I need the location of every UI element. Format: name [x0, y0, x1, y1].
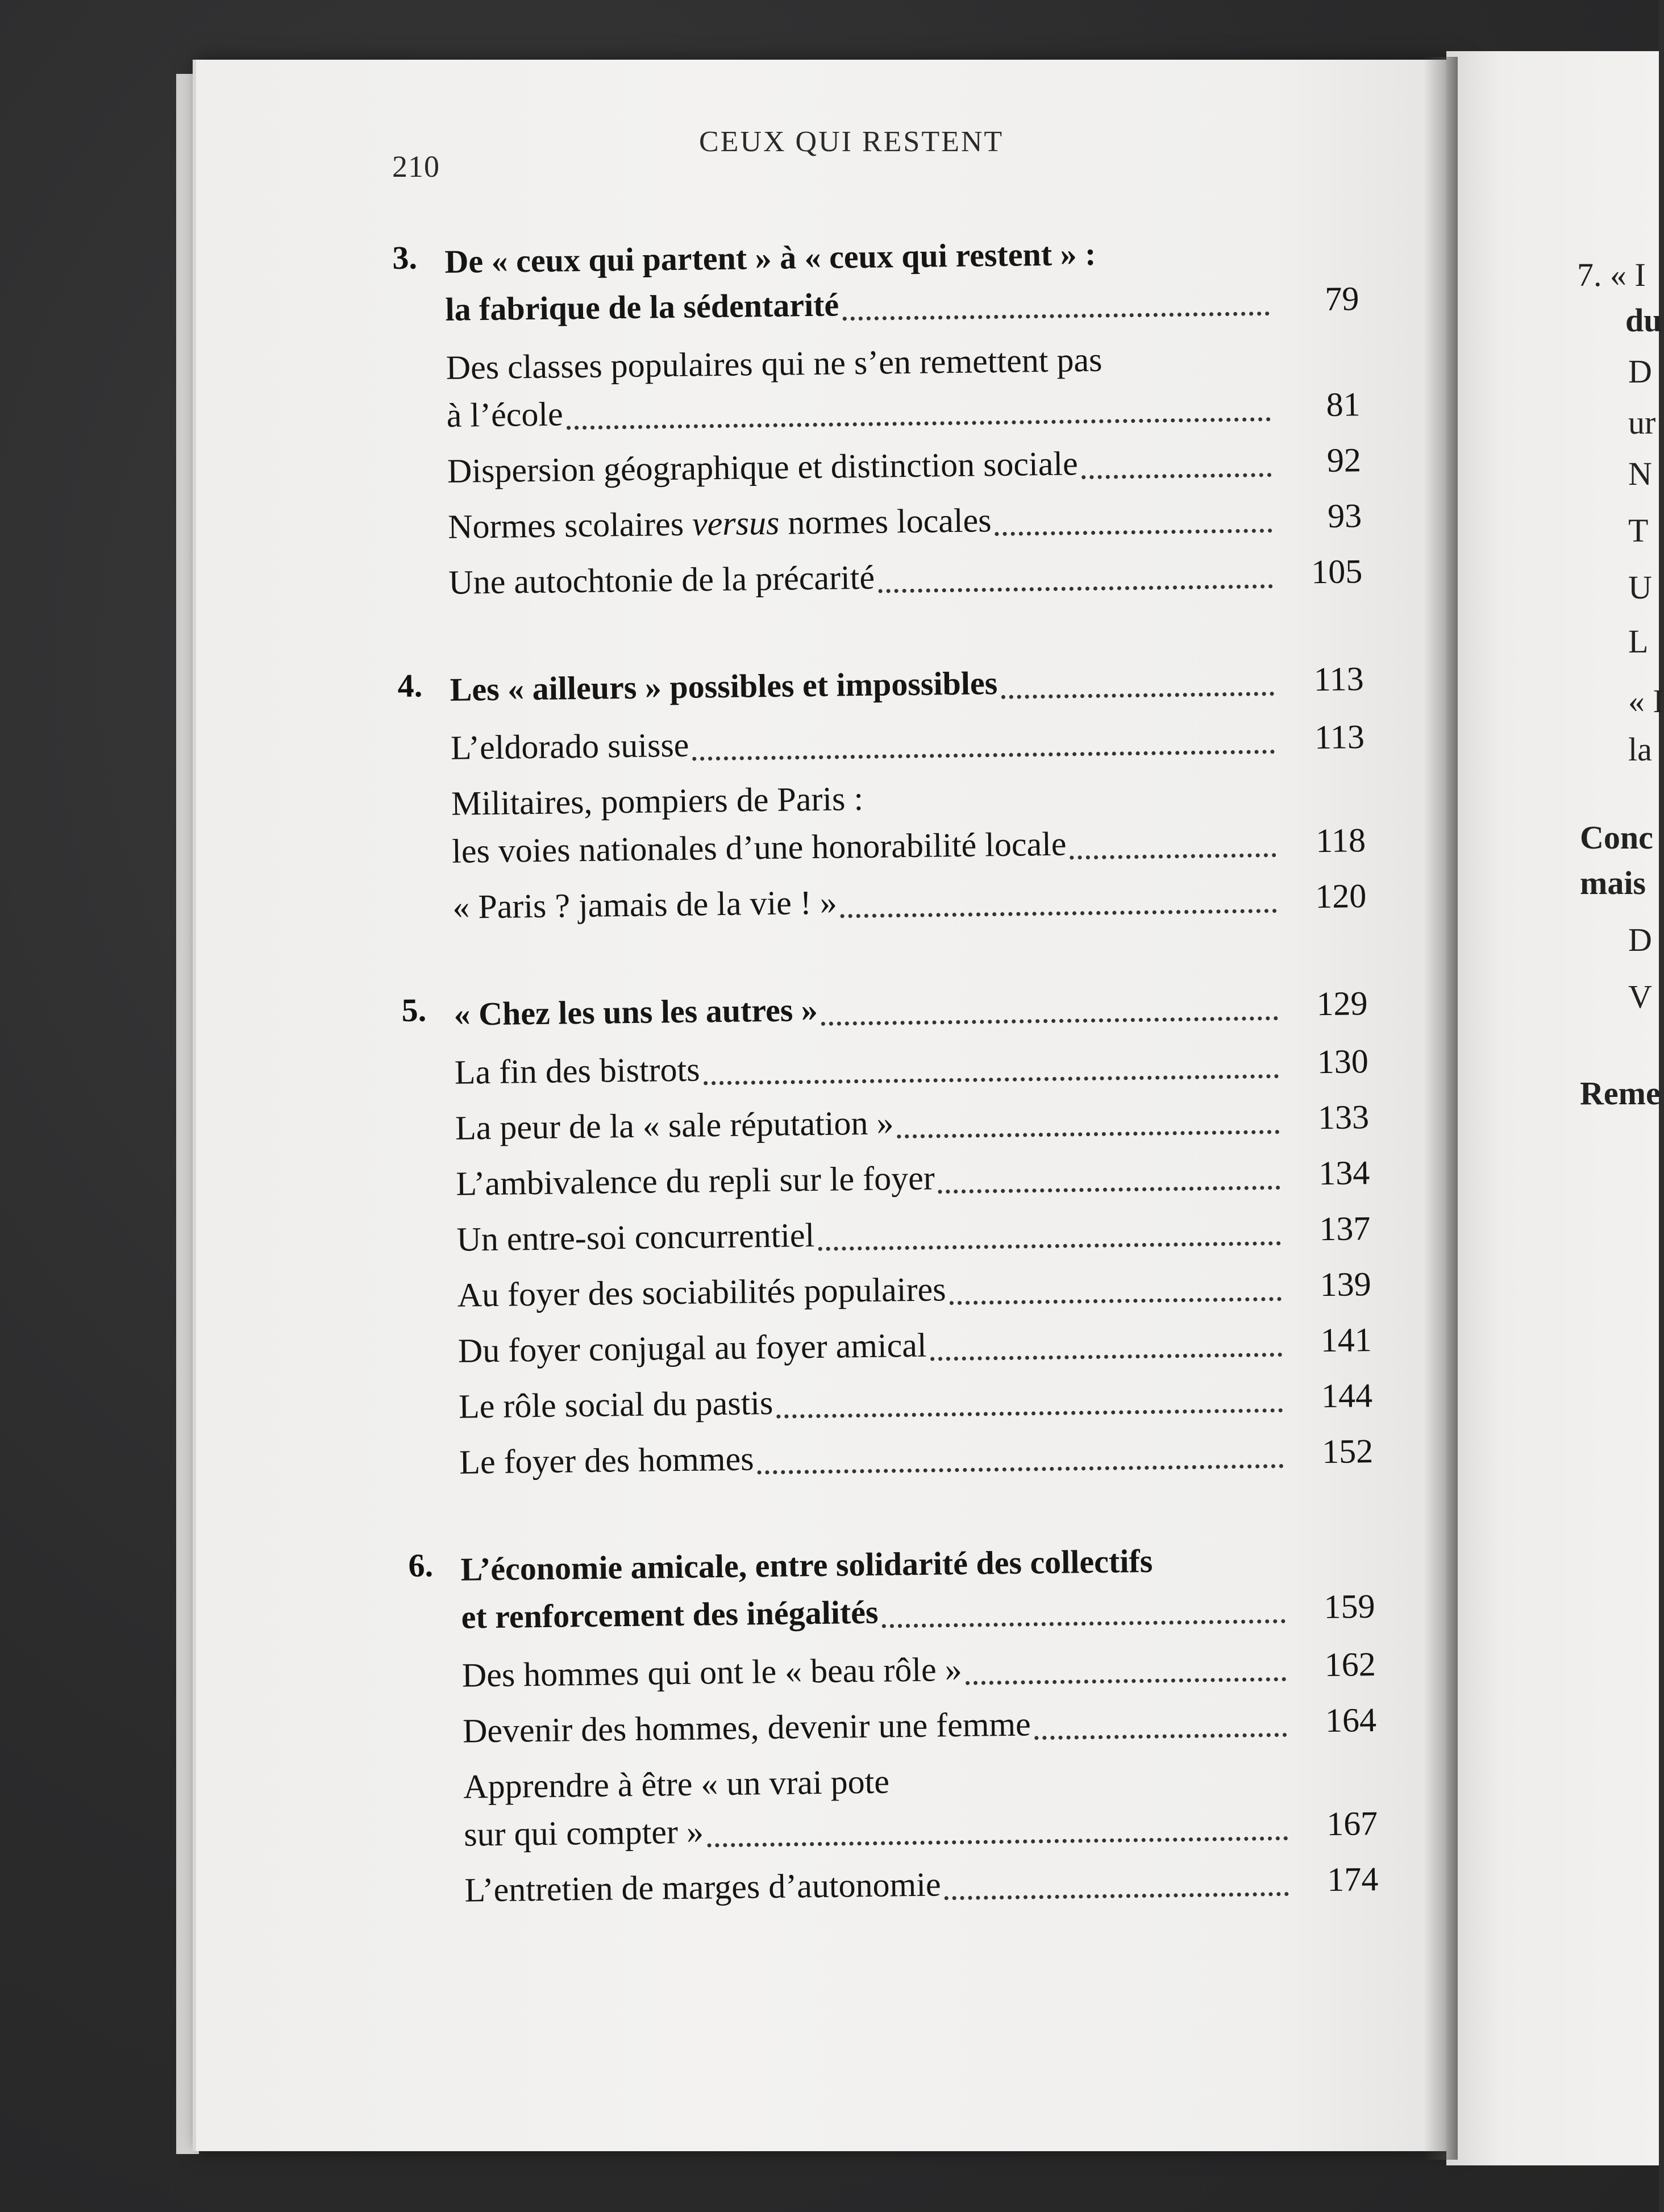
toc-entry-text: L’entretien de marges d’autonomie [464, 1865, 941, 1909]
chapter-number: 4. [397, 667, 423, 704]
chapter-title-text: et renforcement des inégalités [461, 1593, 879, 1636]
dot-leader [930, 1353, 1282, 1361]
dot-leader [897, 1130, 1280, 1138]
facing-fragment: T [1628, 512, 1649, 549]
toc-page-number: 105 [1311, 552, 1363, 591]
facing-fragment: ur [1628, 404, 1656, 441]
dot-leader [878, 584, 1272, 593]
toc-entry [463, 1752, 1378, 1858]
table-of-contents [392, 227, 1379, 1974]
chapter-heading [408, 1535, 1375, 1642]
section-list [446, 332, 1363, 606]
dot-leader [758, 1464, 1284, 1474]
dot-leader [777, 1408, 1283, 1419]
toc-entry [464, 1855, 1379, 1914]
dot-leader [1081, 473, 1271, 479]
dot-leader [1070, 853, 1276, 859]
toc-page-number: 137 [1319, 1209, 1371, 1248]
toc-entry-text: L’eldorado suisse [450, 726, 689, 767]
toc-entry-text: Militaires, pompiers de Paris : [451, 779, 864, 822]
page-number: 210 [392, 149, 440, 184]
toc-page-number: 144 [1321, 1377, 1373, 1415]
toc-page-number: 113 [1314, 718, 1365, 756]
section-list [450, 713, 1366, 931]
toc-entry-text: Dispersion géographique et distinction sociale [447, 444, 1079, 490]
toc-page-number: 130 [1317, 1042, 1369, 1081]
toc-page-number: 174 [1326, 1860, 1379, 1899]
chapter-title-text: Les « ailleurs » possibles et impossibles [450, 664, 998, 708]
toc-entry-text: L’ambivalence du repli sur le foyer [455, 1159, 935, 1203]
toc-page-number: 134 [1318, 1154, 1370, 1192]
toc-entry-line [457, 1316, 1372, 1375]
dot-leader [842, 311, 1269, 321]
facing-fragment: mais [1580, 864, 1646, 901]
chapter-3 [392, 227, 1363, 607]
toc-entry-text: Le rôle social du pastis [458, 1383, 773, 1425]
facing-fragment: Reme [1580, 1075, 1661, 1112]
toc-entry [452, 872, 1367, 931]
toc-entry [448, 547, 1363, 606]
dot-leader [841, 909, 1277, 918]
dot-leader [938, 1186, 1280, 1194]
toc-entry [456, 1204, 1371, 1263]
chapter-page-number: 129 [1316, 984, 1368, 1023]
toc-page-number: 133 [1317, 1098, 1370, 1137]
dot-leader [693, 750, 1275, 761]
page-edge-stack [176, 74, 199, 2154]
toc-page-number: 164 [1325, 1701, 1377, 1740]
dot-leader [882, 1619, 1286, 1628]
chapter-page-number: 159 [1324, 1587, 1375, 1626]
toc-page-number: 167 [1326, 1804, 1378, 1843]
toc-entry-text: Un entre-soi concurrentiel [456, 1216, 815, 1258]
facing-fragment: « I [1628, 683, 1664, 720]
chapter-heading [392, 227, 1359, 334]
toc-entry-line [456, 1149, 1370, 1208]
toc-entry-line [447, 436, 1361, 495]
toc-entry [448, 492, 1362, 551]
chapter-title-text: « Chez les uns les autres » [454, 991, 818, 1033]
toc-entry-text: les voies nationales d’une honorabilité locale [451, 825, 1067, 870]
toc-entry-line [448, 547, 1363, 606]
toc-entry-line [456, 1204, 1371, 1263]
facing-fragment: du [1625, 302, 1662, 339]
toc-entry-text: Des hommes qui ont le « beau rôle » [461, 1650, 963, 1694]
dot-leader [1001, 692, 1274, 699]
right-page [1446, 51, 1664, 2165]
dot-leader [945, 1892, 1289, 1900]
toc-entry-text: Apprendre à être « un vrai pote [463, 1762, 890, 1806]
toc-entry [447, 436, 1361, 495]
toc-entry [459, 1371, 1373, 1431]
facing-fragment: 7. « I [1577, 256, 1646, 293]
facing-fragment: Conc [1580, 819, 1653, 856]
dot-leader [995, 529, 1272, 536]
toc-entry-line [459, 1427, 1374, 1486]
toc-page-number: 93 [1327, 497, 1362, 535]
facing-fragment: N [1628, 455, 1652, 492]
dot-leader [966, 1677, 1286, 1685]
toc-entry [459, 1427, 1374, 1486]
chapter-page-number: 113 [1313, 660, 1364, 698]
toc-entry-text: Devenir des hommes, devenir une femme [462, 1705, 1031, 1750]
toc-page-number: 162 [1324, 1645, 1376, 1684]
toc-entry-line [452, 872, 1367, 931]
running-title: CEUX QUI RESTENT [699, 126, 1004, 158]
toc-entry-line [464, 1855, 1379, 1914]
chapter-5 [401, 979, 1374, 1487]
toc-entry [446, 332, 1361, 439]
chapter-4 [397, 655, 1367, 932]
toc-entry-text: Du foyer conjugal au foyer amical [457, 1326, 927, 1370]
section-list [461, 1640, 1379, 1914]
chapter-page-number: 79 [1325, 280, 1359, 318]
toc-entry [457, 1316, 1372, 1375]
toc-entry-text: Normes scolaires versus normes locales [447, 501, 992, 546]
toc-entry [451, 768, 1366, 875]
facing-fragment: D [1628, 921, 1652, 958]
facing-fragment: la [1628, 731, 1652, 768]
toc-page-number: 81 [1326, 385, 1361, 423]
toc-entry-text: Au foyer des sociabilités populaires [457, 1270, 946, 1314]
toc-entry-line [455, 1093, 1370, 1152]
dot-leader [1034, 1733, 1287, 1740]
facing-fragment: L [1628, 623, 1649, 660]
dot-leader [704, 1074, 1279, 1085]
dot-leader [707, 1836, 1288, 1847]
chapter-number: 6. [408, 1546, 434, 1584]
toc-entry [463, 1696, 1377, 1755]
dot-leader [950, 1297, 1282, 1305]
chapter-number: 5. [401, 991, 427, 1029]
toc-page-number: 139 [1320, 1265, 1371, 1304]
facing-fragment: D [1628, 353, 1652, 390]
toc-entry-line [448, 492, 1362, 551]
toc-entry [456, 1149, 1370, 1208]
toc-page-number: 118 [1315, 821, 1366, 860]
toc-entry-line [459, 1371, 1373, 1431]
toc-entry [455, 1093, 1370, 1152]
toc-page-number: 92 [1326, 441, 1362, 479]
chapter-title-text: la fabrique de la sédentarité [445, 286, 839, 328]
toc-entry-text: Le foyer des hommes [459, 1440, 754, 1481]
chapter-title-text: De « ceux qui partent » à « ceux qui restent » : [444, 235, 1096, 280]
toc-entry-line [457, 1260, 1371, 1319]
toc-entry-text: à l’école [446, 395, 564, 434]
toc-entry-text: Une autochtonie de la précarité [448, 558, 875, 601]
chapter-6 [408, 1535, 1379, 1915]
toc-entry-text: « Paris ? jamais de la vie ! » [452, 883, 838, 926]
dot-leader [567, 417, 1271, 430]
toc-entry [457, 1260, 1371, 1319]
toc-entry-text: Des classes populaires qui ne s’en remettent pas [446, 340, 1103, 386]
dot-leader [818, 1241, 1280, 1251]
toc-entry-text: La fin des bistrots [454, 1050, 700, 1091]
toc-entry-text: La peur de la « sale réputation » [455, 1104, 894, 1147]
chapter-number: 3. [392, 239, 418, 276]
section-list [454, 1037, 1373, 1486]
toc-page-number: 152 [1321, 1432, 1374, 1471]
facing-fragment: V [1628, 978, 1652, 1015]
toc-entry-line [463, 1696, 1377, 1755]
toc-page-number: 120 [1314, 877, 1367, 916]
dot-leader [821, 1016, 1278, 1026]
book-gutter [1424, 57, 1458, 2160]
facing-fragment: U [1628, 569, 1652, 606]
chapter-title-text: L’économie amicale, entre solidarité des collectifs [460, 1542, 1153, 1588]
toc-page-number: 141 [1320, 1321, 1372, 1359]
toc-entry-text: sur qui compter » [463, 1812, 704, 1853]
